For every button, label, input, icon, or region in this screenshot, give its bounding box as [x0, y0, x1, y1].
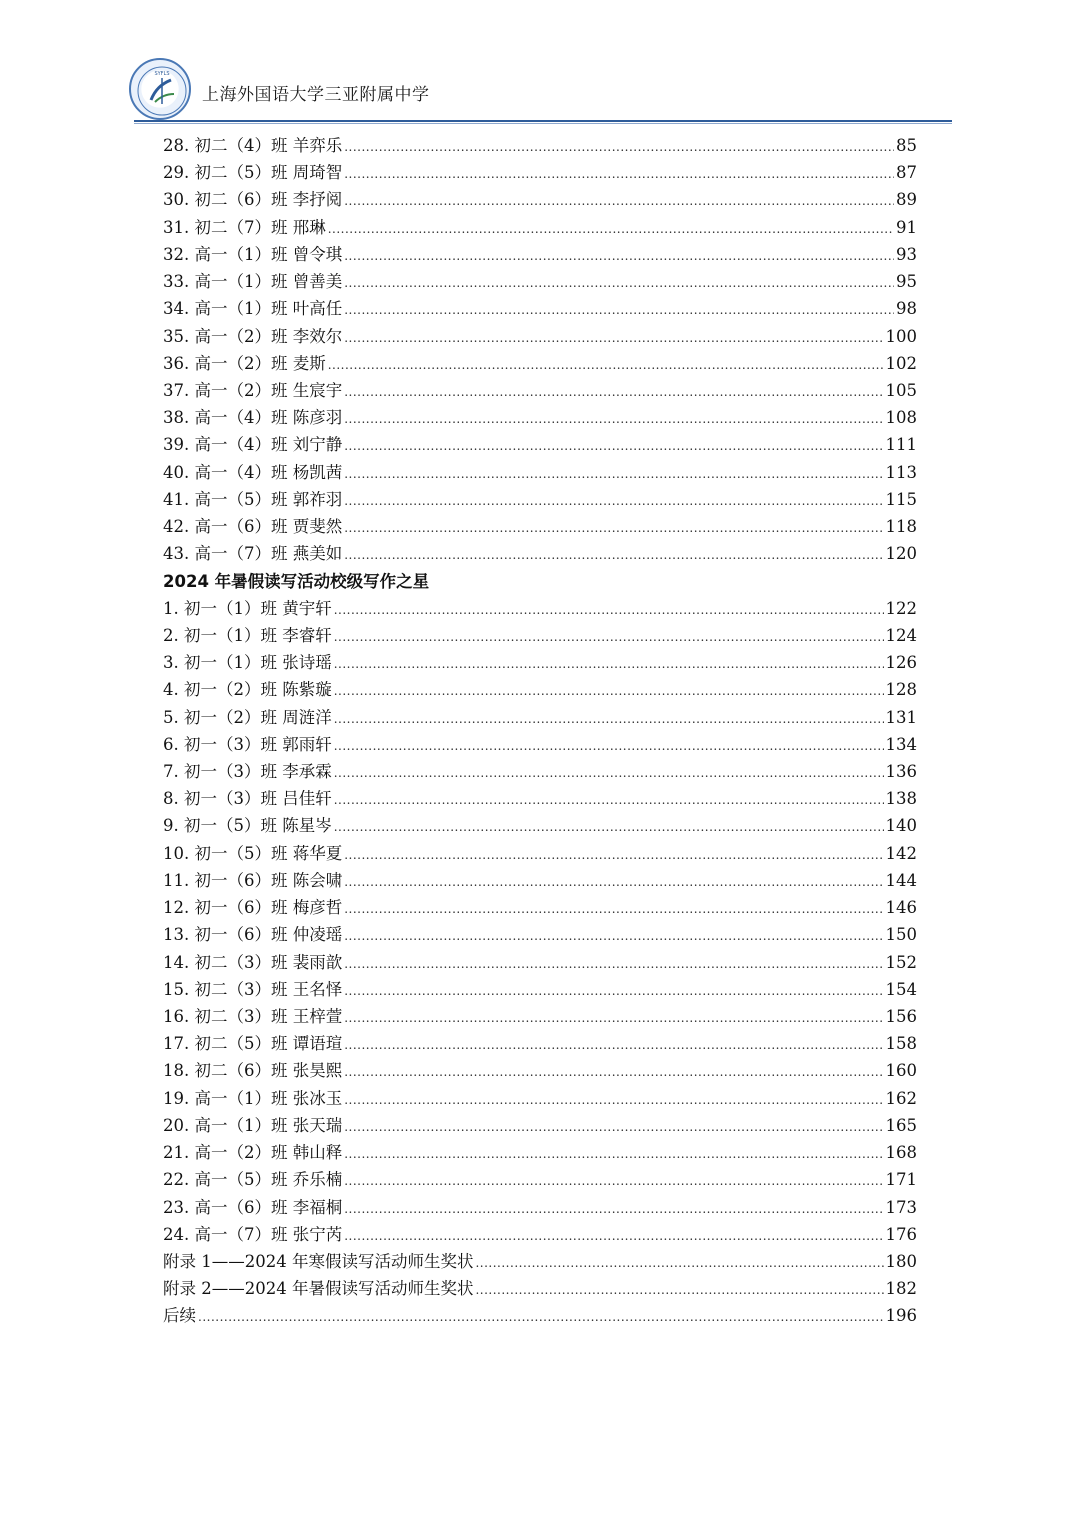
toc-page-number: 122	[885, 598, 917, 618]
toc-entry-label: 17. 初二（5）班 谭语瑄	[163, 1034, 343, 1054]
toc-entry-label: 32. 高一（1）班 曾令琪	[163, 244, 343, 264]
toc-leader-dots	[334, 760, 884, 787]
toc-page-number: 136	[885, 762, 917, 782]
toc-leader-dots	[344, 978, 883, 1005]
toc-leader-dots	[334, 814, 884, 841]
toc-page-number: 113	[885, 462, 917, 482]
toc-entry[interactable]	[163, 459, 917, 486]
toc-page-number: 105	[885, 380, 917, 400]
toc-leader-dots	[344, 161, 894, 188]
toc-entry[interactable]	[163, 1030, 917, 1057]
toc-leader-dots	[344, 1005, 883, 1032]
toc-page-number: 108	[885, 408, 917, 428]
toc-page-number: 182	[885, 1279, 917, 1299]
toc-leader-dots	[475, 1277, 883, 1304]
toc-entry[interactable]	[163, 1221, 917, 1248]
toc-entry[interactable]	[163, 540, 917, 567]
toc-entry-label: 22. 高一（5）班 乔乐楠	[163, 1170, 343, 1190]
toc-page-number: 128	[885, 680, 917, 700]
toc-entry[interactable]	[163, 159, 917, 186]
toc-page-number: 150	[885, 925, 917, 945]
toc-leader-dots	[344, 1114, 883, 1141]
toc-entry[interactable]	[163, 513, 917, 540]
toc-page-number: 152	[885, 952, 917, 972]
toc-entry[interactable]	[163, 867, 917, 894]
toc-leader-dots	[344, 1223, 883, 1250]
toc-entry-label: 15. 初二（3）班 王名怿	[163, 979, 343, 999]
toc-entry-label: 42. 高一（6）班 贾斐然	[163, 517, 343, 537]
toc-leader-dots	[334, 624, 884, 651]
toc-entry-label: 8. 初一（3）班 吕佳轩	[163, 789, 332, 809]
toc-entry-label: 16. 初二（3）班 王梓萱	[163, 1007, 343, 1026]
toc-page-number: 89	[896, 190, 917, 210]
toc-entry-label: 28. 初二（4）班 羊弈乐	[163, 136, 343, 155]
toc-entry-label: 11. 初一（6）班 陈会啸	[163, 870, 343, 890]
toc-entry[interactable]	[163, 785, 917, 812]
toc-entry-label: 21. 高一（2）班 韩山释	[163, 1143, 343, 1163]
toc-entry-label: 14. 初二（3）班 裴雨歆	[163, 952, 343, 972]
school-logo-emblem-icon	[131, 60, 193, 122]
logo-text: SYFLS	[154, 71, 170, 77]
toc-leader-dots	[334, 706, 884, 733]
toc-page-number: 180	[885, 1251, 917, 1271]
toc-entry[interactable]	[163, 1057, 917, 1084]
toc-entry-label: 34. 高一（1）班 叶高任	[163, 299, 343, 319]
toc-entry-label: 附录 2——2024 年暑假读写活动师生奖状	[163, 1279, 474, 1299]
toc-entry-label: 10. 初一（5）班 蒋华夏	[163, 843, 343, 863]
table-of-contents	[163, 132, 917, 1330]
toc-entry-label: 19. 高一（1）班 张冰玉	[163, 1088, 343, 1108]
toc-entry-label: 1. 初一（1）班 黄宇轩	[163, 598, 332, 618]
toc-entry[interactable]	[163, 622, 917, 649]
toc-entry[interactable]	[163, 1139, 917, 1166]
toc-entry-label: 40. 高一（4）班 杨凯茜	[163, 462, 343, 482]
toc-page-number: 126	[885, 653, 917, 673]
toc-leader-dots	[344, 869, 883, 896]
toc-entry[interactable]	[163, 1248, 917, 1275]
toc-entry[interactable]	[163, 214, 917, 241]
toc-entry-label: 39. 高一（4）班 刘宁静	[163, 435, 343, 455]
toc-page-number: 140	[885, 816, 917, 836]
toc-leader-dots	[344, 542, 883, 569]
toc-entry-label: 后续	[163, 1306, 196, 1326]
toc-leader-dots	[344, 461, 883, 488]
toc-entry[interactable]	[163, 295, 917, 322]
toc-page-number: 124	[885, 625, 917, 645]
toc-entry[interactable]	[163, 840, 917, 867]
toc-leader-dots	[344, 842, 883, 869]
toc-page-number: 111	[885, 435, 917, 455]
toc-entry[interactable]	[163, 894, 917, 921]
toc-page-number: 98	[896, 299, 917, 319]
toc-entry-label: 29. 初二（5）班 周琦智	[163, 163, 343, 183]
toc-entry[interactable]	[163, 1166, 917, 1193]
toc-leader-dots	[344, 134, 894, 161]
toc-entry[interactable]	[163, 595, 917, 622]
toc-page-number: 91	[896, 217, 917, 237]
toc-entry[interactable]	[163, 377, 917, 404]
toc-entry[interactable]	[163, 921, 917, 948]
toc-entry-label: 18. 初二（6）班 张昊熙	[163, 1061, 343, 1081]
toc-entry-label: 附录 1——2024 年寒假读写活动师生奖状	[163, 1251, 474, 1271]
toc-entry-label: 3. 初一（1）班 张诗瑶	[163, 653, 332, 673]
toc-entry-label: 6. 初一（3）班 郭雨轩	[163, 734, 332, 754]
toc-leader-dots	[344, 1059, 883, 1086]
toc-entry-label: 5. 初一（2）班 周涟洋	[163, 707, 332, 727]
toc-entry-label: 7. 初一（3）班 李承霖	[163, 762, 332, 782]
toc-page-number: 176	[885, 1224, 917, 1244]
toc-leader-dots	[344, 488, 883, 515]
toc-page-number: 100	[885, 326, 917, 346]
toc-page-number: 196	[885, 1306, 917, 1326]
toc-entry[interactable]	[163, 1085, 917, 1112]
toc-leader-dots	[334, 787, 884, 814]
toc-leader-dots	[475, 1250, 883, 1277]
toc-leader-dots	[334, 678, 884, 705]
toc-entry[interactable]	[163, 268, 917, 295]
toc-entry[interactable]	[163, 1275, 917, 1302]
toc-entry-label: 12. 初一（6）班 梅彦哲	[163, 898, 343, 918]
toc-entry[interactable]	[163, 812, 917, 839]
toc-entry-label: 13. 初一（6）班 仲凌瑶	[163, 925, 343, 945]
toc-entry-label: 37. 高一（2）班 生宸宇	[163, 380, 343, 400]
toc-entry-label: 41. 高一（5）班 郭祚羽	[163, 489, 343, 509]
header-divider-thin	[134, 123, 952, 124]
toc-leader-dots	[344, 515, 883, 542]
toc-entry-label: 35. 高一（2）班 李效尔	[163, 326, 343, 346]
toc-entry-label: 31. 初二（7）班 邢琳	[163, 217, 326, 237]
toc-page-number: 138	[885, 789, 917, 809]
toc-entry[interactable]	[163, 1194, 917, 1221]
toc-entry[interactable]	[163, 676, 917, 703]
toc-entry-label: 20. 高一（1）班 张天瑞	[163, 1115, 343, 1135]
toc-entry-label: 2. 初一（1）班 李睿轩	[163, 625, 332, 645]
toc-section-heading	[163, 568, 917, 595]
toc-leader-dots	[344, 1168, 883, 1195]
toc-entry-label: 30. 初二（6）班 李抒阅	[163, 190, 343, 210]
toc-entry[interactable]	[163, 486, 917, 513]
toc-entry-label: 33. 高一（1）班 曾善美	[163, 272, 343, 292]
toc-page-number: 87	[896, 163, 917, 183]
toc-leader-dots	[198, 1304, 884, 1331]
toc-leader-dots	[344, 1141, 883, 1168]
header-divider	[134, 120, 952, 122]
toc-leader-dots	[344, 951, 883, 978]
toc-entry[interactable]	[163, 1112, 917, 1139]
toc-page-number: 156	[885, 1007, 917, 1026]
toc-page-number: 158	[885, 1034, 917, 1054]
toc-leader-dots	[334, 733, 884, 760]
toc-leader-dots	[344, 406, 883, 433]
toc-page-number: 162	[885, 1088, 917, 1108]
toc-entry[interactable]	[163, 431, 917, 458]
toc-entry-label: 9. 初一（5）班 陈星岑	[163, 816, 332, 836]
toc-entry[interactable]	[163, 241, 917, 268]
toc-entry-label: 23. 高一（6）班 李福桐	[163, 1197, 343, 1217]
toc-leader-dots	[344, 270, 894, 297]
toc-leader-dots	[344, 923, 883, 950]
toc-page-number: 131	[885, 707, 917, 727]
school-name: 上海外国语大学三亚附属中学	[202, 85, 430, 105]
toc-entry-label: 43. 高一（7）班 燕美如	[163, 544, 343, 564]
toc-page-number: 93	[896, 244, 917, 264]
toc-leader-dots	[344, 243, 894, 270]
toc-leader-dots	[344, 1087, 883, 1114]
toc-entry-label: 2024 年暑假读写活动校级写作之星	[163, 571, 430, 591]
toc-page-number: 144	[885, 870, 917, 890]
toc-page-number: 85	[896, 136, 917, 155]
toc-page-number: 142	[885, 843, 917, 863]
toc-leader-dots	[344, 188, 894, 215]
toc-page-number: 168	[885, 1143, 917, 1163]
toc-entry[interactable]	[163, 1302, 917, 1329]
toc-entry[interactable]	[163, 323, 917, 350]
school-logo	[129, 58, 191, 120]
toc-leader-dots	[344, 297, 894, 324]
toc-entry[interactable]	[163, 649, 917, 676]
toc-page-number: 171	[885, 1170, 917, 1190]
toc-entry[interactable]	[163, 731, 917, 758]
toc-leader-dots	[344, 379, 883, 406]
toc-page-number: 165	[885, 1115, 917, 1135]
toc-leader-dots	[344, 1196, 883, 1223]
toc-entry[interactable]	[163, 132, 917, 159]
toc-leader-dots	[344, 896, 883, 923]
toc-entry-label: 4. 初一（2）班 陈紫璇	[163, 680, 332, 700]
toc-leader-dots	[344, 433, 883, 460]
toc-page-number: 146	[885, 898, 917, 918]
toc-entry[interactable]	[163, 350, 917, 377]
toc-entry[interactable]	[163, 1003, 917, 1030]
toc-leader-dots	[328, 352, 884, 379]
toc-page-number: 134	[885, 734, 917, 754]
toc-entry-label: 38. 高一（4）班 陈彦羽	[163, 408, 343, 428]
toc-entry[interactable]	[163, 704, 917, 731]
toc-entry[interactable]	[163, 949, 917, 976]
toc-entry[interactable]	[163, 976, 917, 1003]
toc-leader-dots	[334, 597, 884, 624]
toc-leader-dots	[344, 325, 883, 352]
toc-entry-label: 24. 高一（7）班 张宁芮	[163, 1224, 343, 1244]
toc-page-number: 118	[885, 517, 917, 537]
toc-entry[interactable]	[163, 758, 917, 785]
toc-leader-dots	[334, 651, 884, 678]
toc-page-number: 154	[885, 979, 917, 999]
toc-leader-dots	[344, 1032, 883, 1059]
toc-entry[interactable]	[163, 404, 917, 431]
toc-entry-label: 36. 高一（2）班 麦斯	[163, 353, 326, 373]
toc-leader-dots	[328, 216, 894, 243]
toc-page-number: 160	[885, 1061, 917, 1081]
toc-entry[interactable]	[163, 186, 917, 213]
toc-page-number: 115	[885, 489, 917, 509]
toc-page-number: 120	[885, 544, 917, 564]
toc-page-number: 95	[896, 272, 917, 292]
toc-page-number: 102	[885, 353, 917, 373]
page-header	[0, 0, 1080, 125]
toc-page-number: 173	[885, 1197, 917, 1217]
